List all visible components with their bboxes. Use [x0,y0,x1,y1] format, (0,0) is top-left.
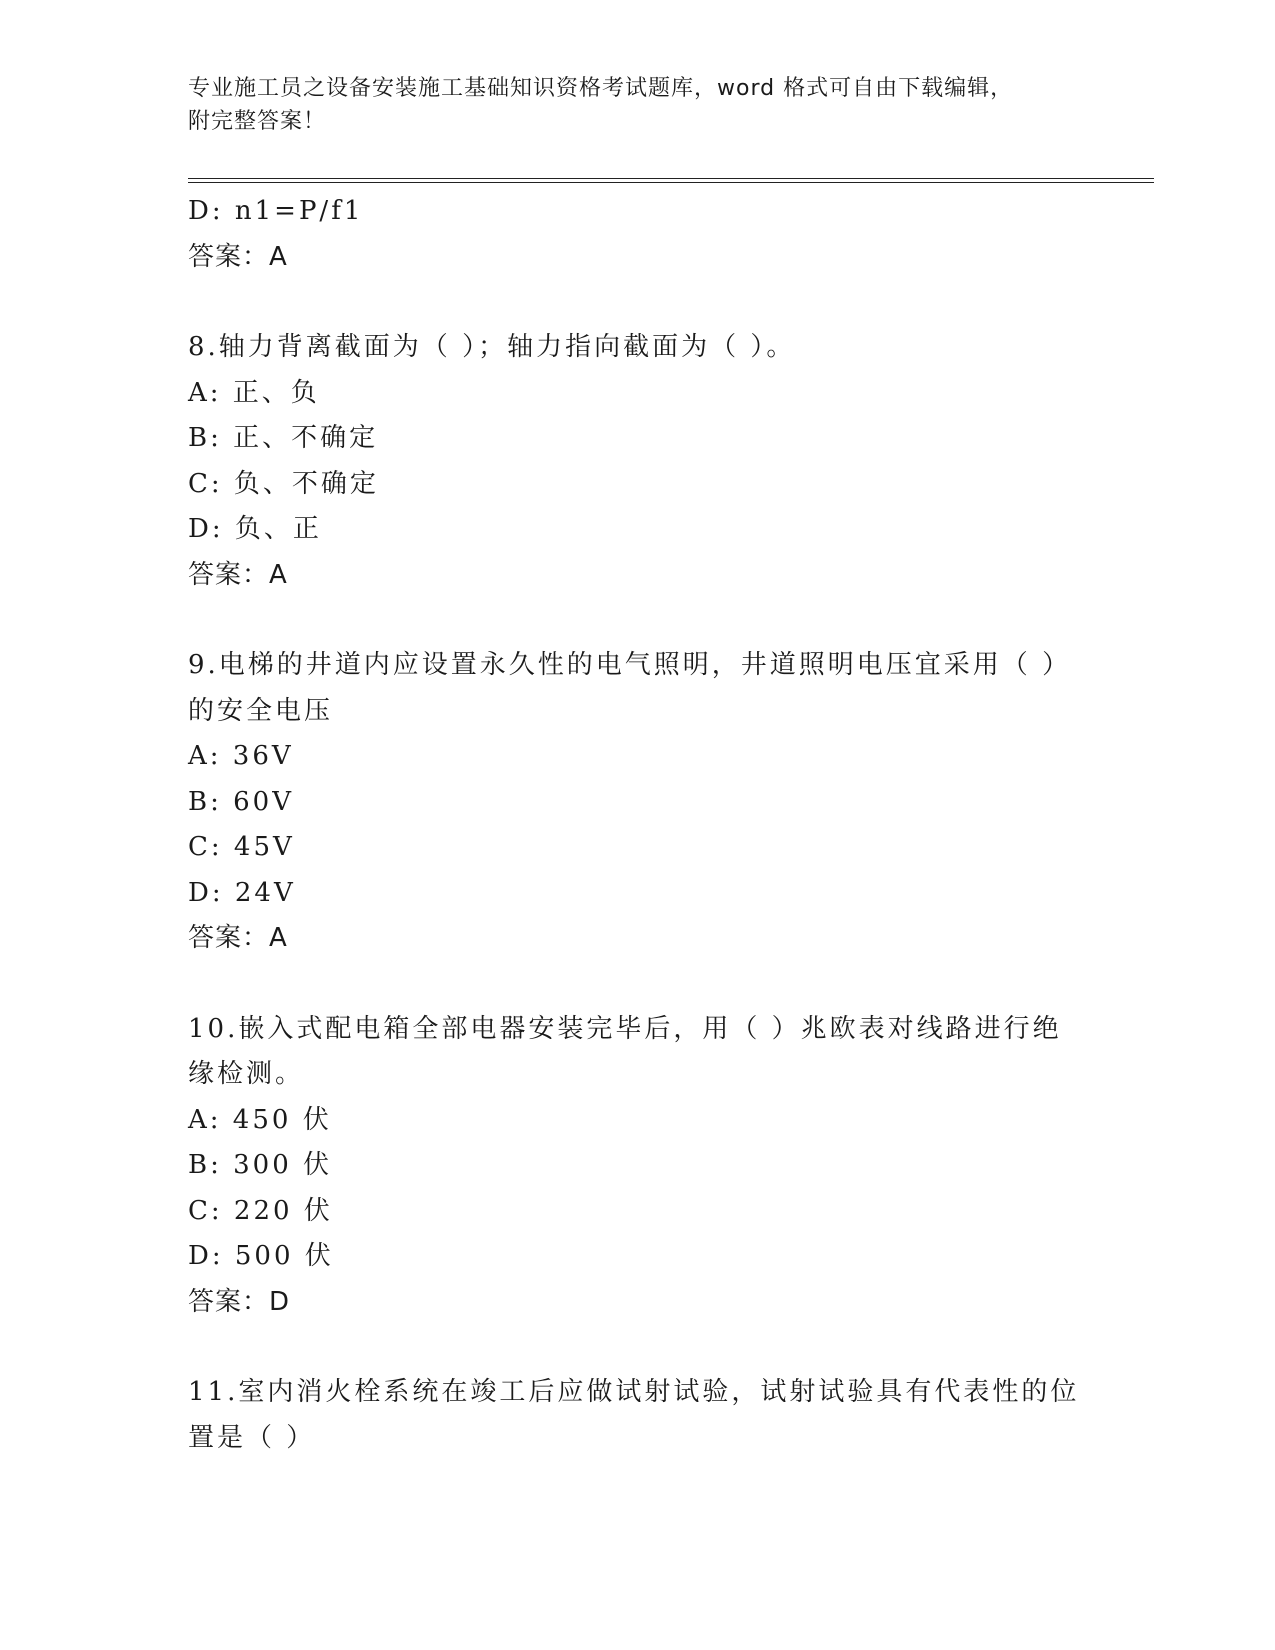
option-d: D: 负、正 [188,514,322,544]
question-7 [188,189,1088,280]
option-d: D: 500 伏 [188,1241,334,1271]
answer-line: 答案：A [188,923,288,953]
question-8 [188,325,1088,598]
question-stem-line-1: 10.嵌入式配电箱全部电器安装完毕后，用（ ）兆欧表对线路进行绝 [188,1013,1062,1044]
option-a: A: 36V [188,741,294,771]
spacer [188,598,1088,643]
header-title-line-1: 专业施工员之设备安装施工基础知识资格考试题库，word 格式可自由下载编辑， [188,76,1014,101]
header-title-line-2: 附完整答案！ [188,109,327,134]
spacer [188,962,1088,1007]
answer-line: 答案：A [188,559,288,590]
option-c: C: 45V [188,832,295,862]
question-stem-line-2: 置是（ ） [188,1422,316,1453]
answer-line: 答案：A [188,241,288,272]
option-b: B: 60V [188,786,294,817]
option-b: B: 正、不确定 [188,423,379,453]
question-stem-line-2: 缘检测。 [188,1059,305,1089]
question-10 [188,1007,1088,1326]
option-c: C: 负、不确定 [188,468,379,499]
question-stem-line-1: 11.室内消火栓系统在竣工后应做试射试验，试射试验具有代表性的位 [188,1377,1080,1407]
spacer [188,1325,1088,1370]
question-stem-line-2: 的安全电压 [188,695,334,726]
answer-line: 答案：D [188,1286,291,1317]
question-9 [188,643,1088,962]
option-a: A: 正、负 [188,377,320,408]
option-d: D: 24V [188,877,296,908]
header-divider [188,178,1154,183]
option-a: A: 450 伏 [188,1104,332,1135]
spacer [188,280,1088,325]
option-d: D: n1=P/f1 [188,196,364,226]
question-stem: 8.轴力背离截面为（ ）；轴力指向截面为（ ）。 [188,332,796,362]
question-stem-line-1: 9.电梯的井道内应设置永久性的电气照明，井道照明电压宜采用（ ） [188,650,1072,680]
question-11 [188,1370,1088,1461]
question-list [188,189,1088,1461]
document-header [188,72,1068,138]
option-b: B: 300 伏 [188,1150,333,1180]
option-c: C: 220 伏 [188,1195,333,1226]
